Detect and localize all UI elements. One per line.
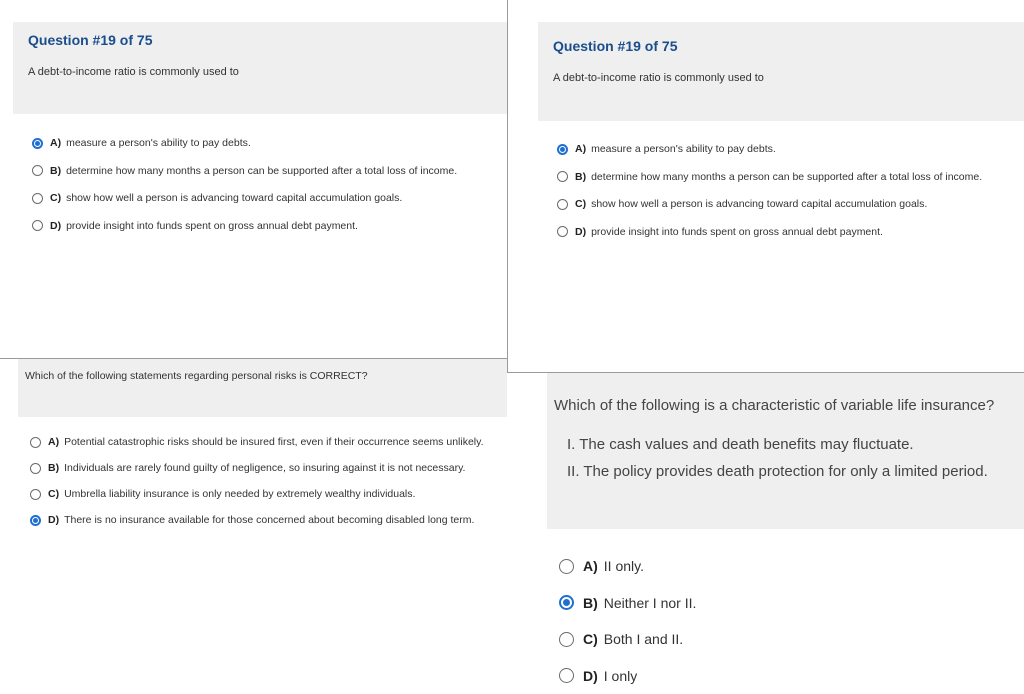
option-letter: C) (575, 198, 587, 210)
question-title: Question #19 of 75 (553, 38, 678, 54)
question-header (13, 22, 507, 114)
option-text: determine how many months a person can be supported after a total loss of income. (591, 170, 983, 183)
option-text: Umbrella liability insurance is only needed by extremely wealthy individuals. (64, 488, 416, 500)
option-text: show how well a person is advancing toward capital accumulation goals. (591, 198, 928, 210)
answer-option-b[interactable] (559, 595, 696, 611)
option-letter: D) (48, 514, 60, 526)
radio-button[interactable] (30, 437, 41, 448)
question-text: Which of the following is a characteristic of variable life insurance? (554, 397, 995, 414)
option-text: provide insight into funds spent on gross annual debt payment. (591, 225, 883, 238)
question-panel-top-right (507, 0, 1024, 373)
radio-button[interactable] (32, 138, 43, 149)
option-text: Neither I nor II. (603, 594, 697, 611)
option-letter: C) (50, 192, 62, 204)
answer-option-d[interactable] (32, 220, 358, 232)
option-text: determine how many months a person can be supported after a total loss of income. (66, 164, 458, 177)
answer-option-c[interactable] (557, 198, 927, 210)
option-text: Both I and II. (603, 631, 684, 647)
statement-2: II. The policy provides death protection for only a limited period. (567, 463, 988, 480)
option-letter: A) (575, 143, 587, 155)
question-text: A debt-to-income ratio is commonly used to (553, 72, 764, 84)
option-letter: A) (50, 137, 62, 149)
answer-option-b[interactable] (32, 165, 457, 177)
radio-button[interactable] (30, 489, 41, 500)
option-letter: C) (48, 488, 60, 500)
radio-dot-icon (35, 141, 40, 146)
answer-option-c[interactable] (30, 488, 415, 500)
radio-button[interactable] (30, 463, 41, 474)
answer-option-d[interactable] (559, 668, 637, 684)
question-header (18, 359, 507, 417)
option-letter: D) (50, 219, 62, 232)
radio-dot-icon (560, 147, 565, 152)
question-text: A debt-to-income ratio is commonly used to (28, 66, 239, 78)
option-text: show how well a person is advancing toward capital accumulation goals. (66, 192, 403, 204)
option-text: I only (603, 667, 638, 684)
option-text: Individuals are rarely found guilty of negligence, so insuring against it is not necessary. (64, 462, 466, 474)
answer-option-d[interactable] (557, 226, 883, 238)
answer-option-d[interactable] (30, 514, 474, 526)
answer-option-a[interactable] (30, 436, 484, 448)
option-letter: C) (583, 631, 598, 647)
option-text: measure a person's ability to pay debts. (591, 143, 776, 155)
option-text: Potential catastrophic risks should be insured first, even if their occurrence seems unlikely. (64, 436, 484, 448)
radio-button[interactable] (559, 668, 574, 683)
radio-button[interactable] (559, 595, 574, 610)
option-letter: B) (575, 170, 587, 183)
radio-button[interactable] (30, 515, 41, 526)
radio-button[interactable] (559, 632, 574, 647)
option-text: provide insight into funds spent on gross annual debt payment. (66, 219, 358, 232)
answer-option-a[interactable] (557, 143, 776, 155)
option-letter: A) (48, 436, 60, 448)
question-panel-bottom-right (509, 373, 1024, 693)
answer-option-b[interactable] (30, 462, 465, 474)
question-text: Which of the following statements regarding personal risks is CORRECT? (25, 370, 368, 382)
option-text: measure a person's ability to pay debts. (66, 137, 251, 149)
question-header (547, 373, 1024, 529)
answer-option-c[interactable] (32, 192, 402, 204)
option-letter: D) (575, 225, 587, 238)
radio-button[interactable] (557, 144, 568, 155)
radio-button[interactable] (557, 199, 568, 210)
option-text: II only. (603, 558, 644, 574)
answer-option-b[interactable] (557, 171, 982, 183)
option-letter: B) (50, 164, 62, 177)
option-letter: D) (583, 667, 598, 684)
question-title: Question #19 of 75 (28, 32, 153, 48)
answer-option-c[interactable] (559, 631, 683, 647)
radio-button[interactable] (32, 193, 43, 204)
option-letter: A) (583, 558, 598, 574)
radio-button[interactable] (557, 171, 568, 182)
radio-button[interactable] (557, 226, 568, 237)
radio-button[interactable] (32, 220, 43, 231)
answer-option-a[interactable] (559, 558, 644, 574)
option-text: There is no insurance available for those concerned about becoming disabled long term. (64, 514, 475, 526)
option-letter: B) (48, 462, 60, 474)
statement-1: I. The cash values and death benefits may fluctuate. (567, 436, 914, 453)
radio-dot-icon (33, 518, 38, 523)
answer-option-a[interactable] (32, 137, 251, 149)
question-panel-bottom-left (0, 358, 507, 694)
radio-dot-icon (563, 599, 570, 606)
option-letter: B) (583, 594, 598, 611)
question-header (538, 22, 1024, 121)
radio-button[interactable] (32, 165, 43, 176)
question-panel-top-left (0, 0, 507, 357)
radio-button[interactable] (559, 559, 574, 574)
